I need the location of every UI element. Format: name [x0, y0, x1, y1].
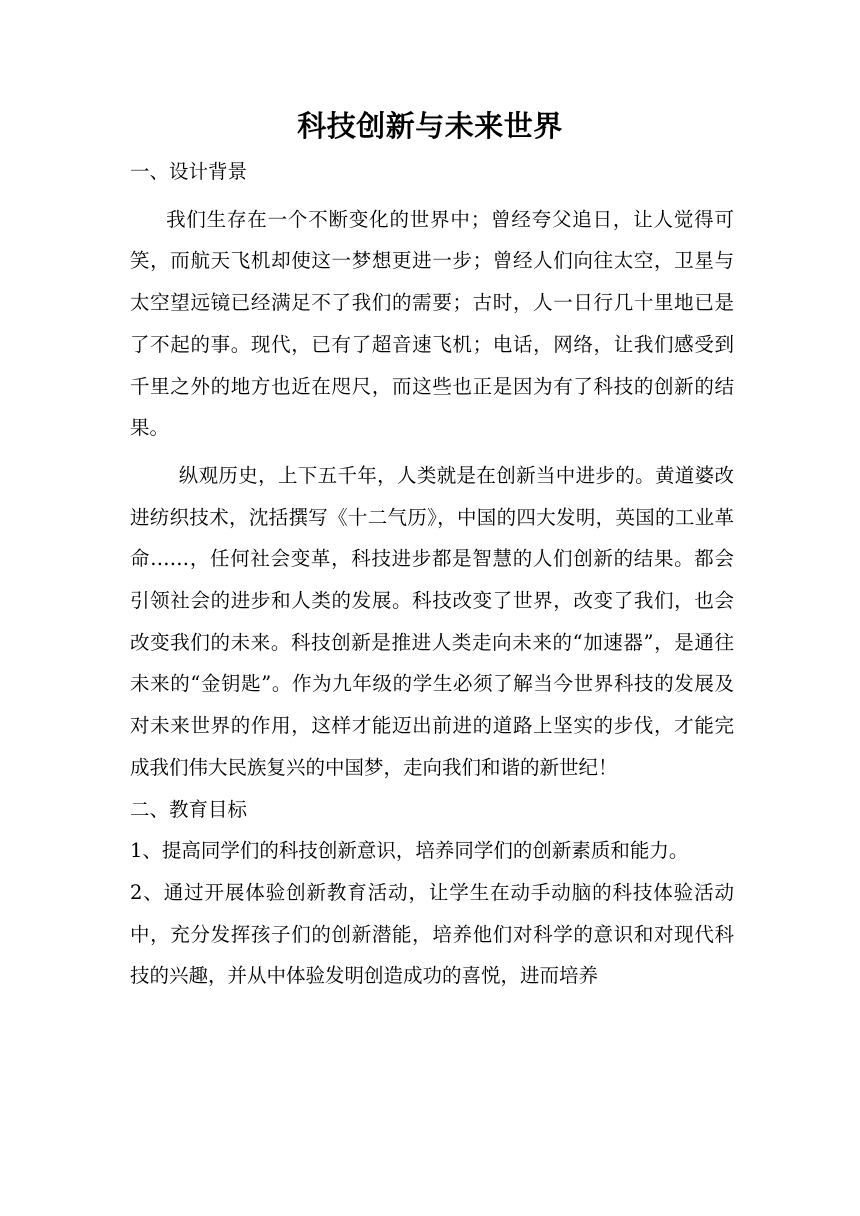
paragraph-background-2: 纵观历史，上下五千年，人类就是在创新当中进步的。黄道婆改进纺织技术，沈括撰写《十二气历》，中国的四大发明，英国的工业革命……，任何社会变革，科技进步都是智慧的人们创新的结果。都会引领社会的进步和人类的发展。科技改变了世界，改变了我们，也会改变我们的未来。科技创新是推进人类走向未来的“加速器”，是通往未来的“金钥匙”。作为九年级的学生必须了解当今世界科技的发展及对未来世界的作用，这样才能迈出前进的道路上坚实的步伐，才能完成我们伟大民族复兴的中国梦，走向我们和谐的新世纪！: [130, 463, 734, 779]
document-body: [130, 151, 734, 997]
goal-item-1: 1、提高同学们的科技创新意识，培养同学们的创新素质和能力。: [130, 839, 689, 863]
section-heading-background: 一、设计背景: [130, 160, 248, 183]
document-title: 科技创新与未来世界: [297, 109, 563, 143]
section-heading-goals: 二、教育目标: [130, 797, 248, 821]
goal-item-2: 2、通过开展体验创新教育活动，让学生在动手动脑的科技体验活动中，充分发挥孩子们的创新潜能，培养他们对科学的意识和对现代科技的兴趣，并从中体验发明创造成功的喜悦，进而培养: [130, 880, 734, 988]
paragraph-background-1: 我们生存在一个不断变化的世界中；曾经夸父追日，让人觉得可笑，而航天飞机却使这一梦想更进一步；曾经人们向往太空，卫星与太空望远镜已经满足不了我们的需要；古时，人一日行几十里地已是了不起的事。现代，已有了超音速飞机；电话，网络，让我们感受到千里之外的地方也近在咫尺，而这些也正是因为有了科技的创新的结果。: [130, 207, 734, 440]
